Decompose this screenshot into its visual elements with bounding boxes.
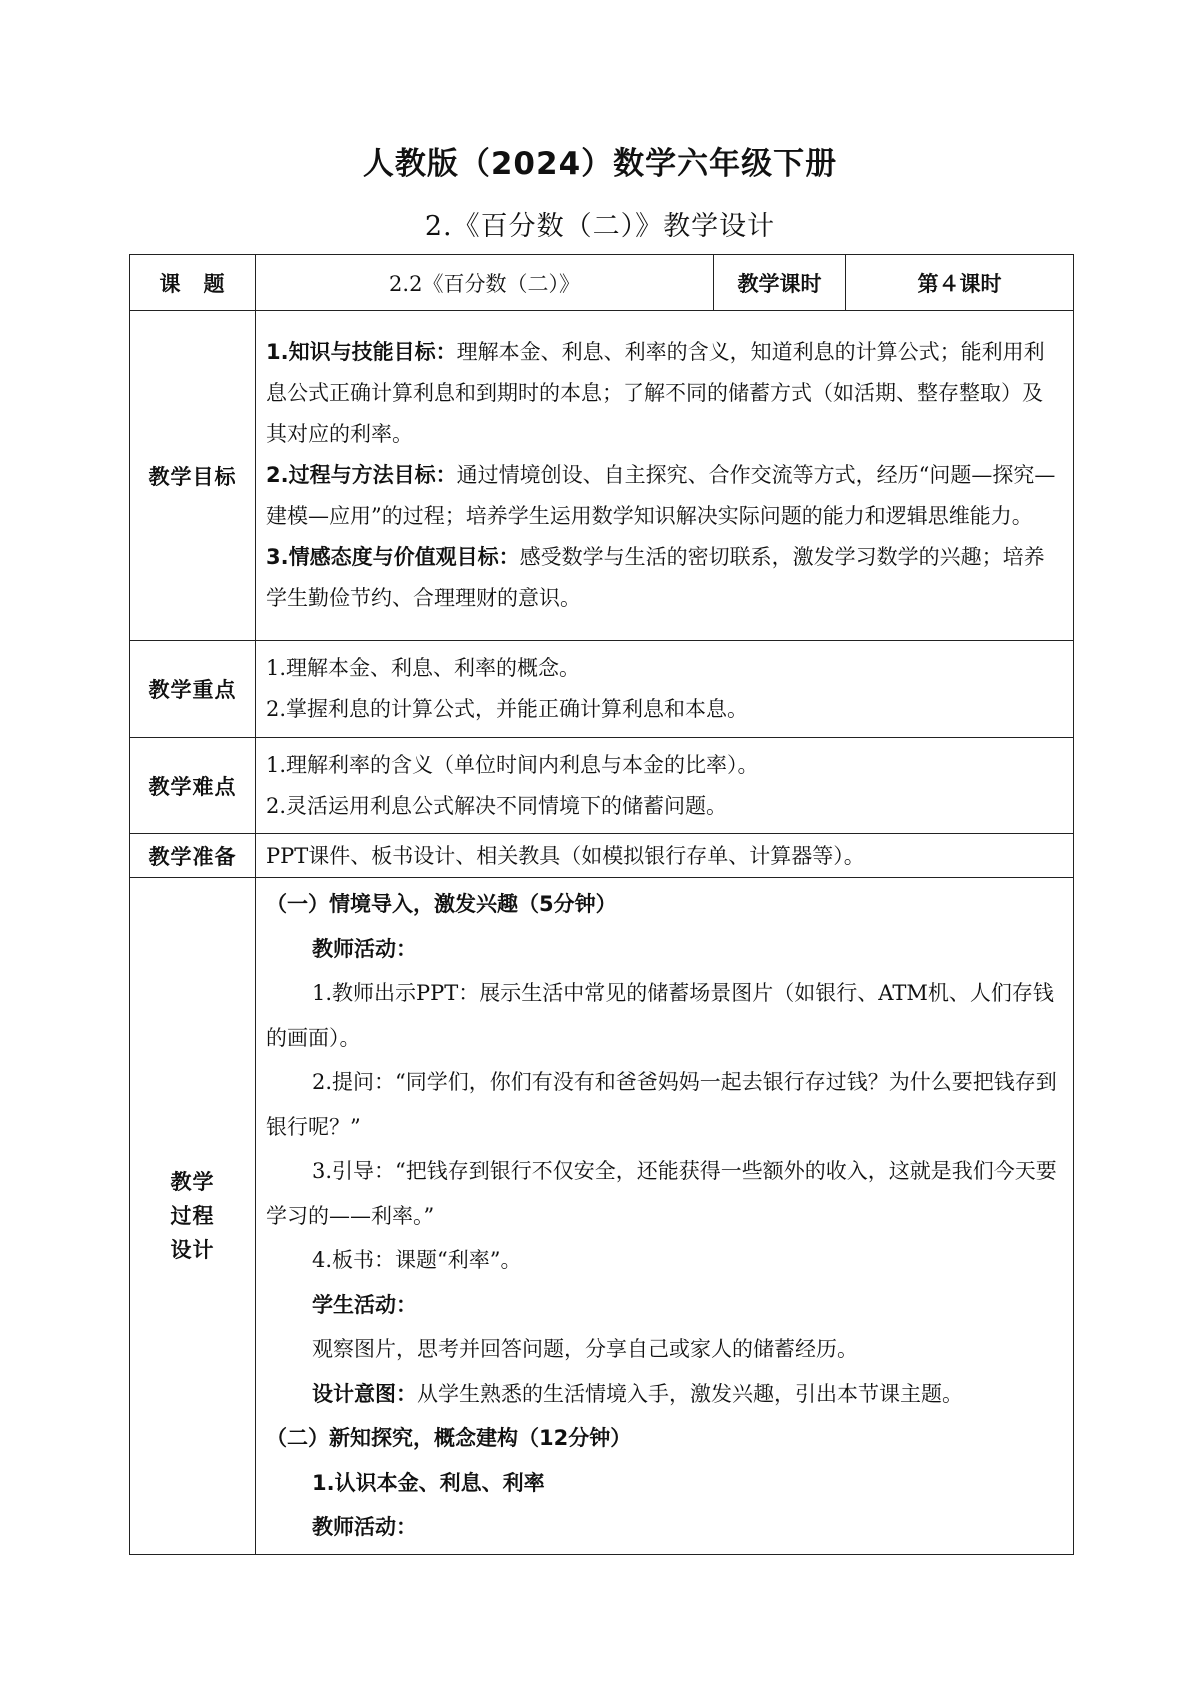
key-point-item: 2.掌握利息的计算公式，并能正确计算利息和本息。 bbox=[266, 697, 749, 721]
header-row bbox=[130, 255, 1074, 311]
key-point-item: 1.理解本金、利息、利率的概念。 bbox=[266, 656, 581, 680]
key-points-label: 教学重点 bbox=[130, 641, 256, 738]
period-label: 教学课时 bbox=[714, 255, 846, 311]
process-label-line: 教学 bbox=[170, 1169, 215, 1194]
topic-label: 课 题 bbox=[130, 255, 256, 311]
document-title: 人教版（2024）数学六年级下册 bbox=[362, 146, 838, 182]
student-activity-text: 观察图片，思考并回答问题，分享自己或家人的储蓄经历。 bbox=[312, 1337, 858, 1361]
process-row bbox=[130, 878, 1074, 1555]
student-activity-label: 学生活动： bbox=[312, 1292, 417, 1317]
topic-value: 2.2《百分数（二）》 bbox=[256, 255, 714, 311]
teacher-item: 2.提问：“同学们，你们有没有和爸爸妈妈一起去银行存过钱？为什么要把钱存到银行呢？” bbox=[266, 1070, 1057, 1139]
teacher-item: 1.教师出示PPT：展示生活中常见的储蓄场景图片（如银行、ATM机、人们存钱的画面）。 bbox=[266, 981, 1054, 1050]
goal-text: 感受数学与生活的密切联系，激发学习数学的兴趣；培养学生勤俭节约、合理理财的意识。 bbox=[266, 545, 1045, 610]
preparation-label: 教学准备 bbox=[130, 834, 256, 878]
teacher-activity-label: 教师活动： bbox=[312, 936, 417, 961]
section-title: （二）新知探究，概念建构（12分钟） bbox=[266, 1426, 632, 1450]
goal-text: 理解本金、利息、利率的含义，知道利息的计算公式；能利用利息公式正确计算利息和到期时的本息；了解不同的储蓄方式（如活期、整存整取）及其对应的利率。 bbox=[266, 340, 1045, 446]
design-intent: 设计意图：从学生熟悉的生活情境入手，激发兴趣，引出本节课主题。 bbox=[312, 1381, 963, 1406]
process-label-line: 过程 bbox=[170, 1203, 215, 1228]
goals-content bbox=[256, 311, 1074, 641]
teacher-item: 3.引导：“把钱存到银行不仅安全，还能获得一些额外的收入，这就是我们今天要学习的——利率。” bbox=[266, 1159, 1057, 1228]
difficulties-content bbox=[256, 738, 1074, 834]
goals-row bbox=[130, 311, 1074, 641]
lesson-plan-table bbox=[129, 254, 1074, 1555]
goal-text: 通过情境创设、自主探究、合作交流等方式，经历“问题—探究—建模—应用”的过程；培养学生运用数学知识解决实际问题的能力和逻辑思维能力。 bbox=[266, 463, 1056, 528]
preparation-content: PPT课件、板书设计、相关教具（如模拟银行存单、计算器等）。 bbox=[256, 834, 1074, 878]
process-label bbox=[130, 878, 256, 1555]
goal-item bbox=[266, 455, 1063, 537]
preparation-row bbox=[130, 834, 1074, 878]
difficulties-row bbox=[130, 738, 1074, 834]
goal-item bbox=[266, 537, 1063, 619]
teacher-activity-label: 教师活动： bbox=[312, 1515, 417, 1539]
period-value: 第４课时 bbox=[846, 255, 1074, 311]
teacher-item: 4.板书：课题“利率”。 bbox=[312, 1248, 522, 1272]
process-label-line: 设计 bbox=[170, 1237, 215, 1262]
goal-item bbox=[266, 332, 1063, 455]
difficulty-item: 1.理解利率的含义（单位时间内利息与本金的比率）。 bbox=[266, 752, 759, 777]
goals-label: 教学目标 bbox=[130, 311, 256, 641]
subsection-title: 1.认识本金、利息、利率 bbox=[312, 1470, 545, 1495]
goal-head: 3.情感态度与价值观目标： bbox=[266, 545, 520, 569]
process-content bbox=[256, 878, 1074, 1555]
document-subtitle: 2.《百分数（二）》教学设计 bbox=[424, 211, 776, 242]
goal-head: 2.过程与方法目标： bbox=[266, 463, 457, 487]
difficulty-item: 2.灵活运用利息公式解决不同情境下的储蓄问题。 bbox=[266, 793, 728, 818]
section-title: （一）情境导入，激发兴趣（5分钟） bbox=[266, 892, 617, 916]
goal-head: 1.知识与技能目标： bbox=[266, 340, 457, 364]
key-points-content bbox=[256, 641, 1074, 738]
key-points-row bbox=[130, 641, 1074, 738]
difficulties-label: 教学难点 bbox=[130, 738, 256, 834]
